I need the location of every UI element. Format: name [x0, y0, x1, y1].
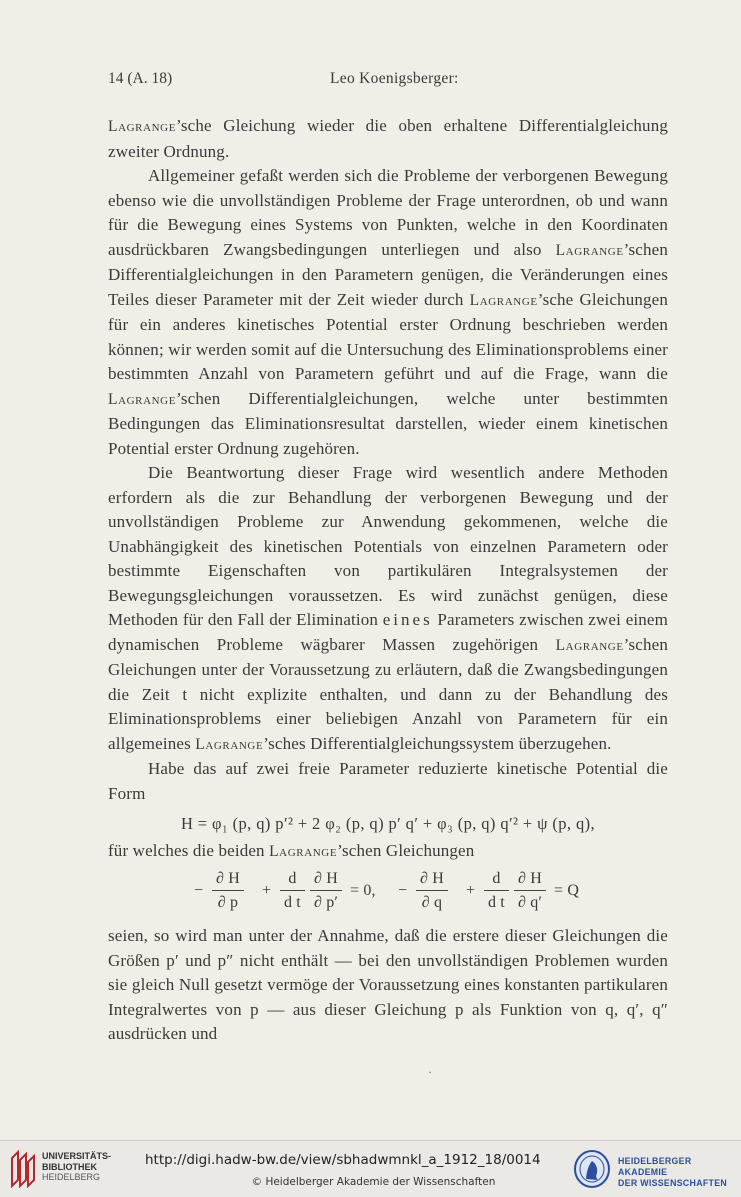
- numerator: ∂ H: [212, 868, 244, 891]
- academy-name-line: HEIDELBERGER AKADEMIE: [618, 1156, 692, 1177]
- paragraph-text: für welches die beiden: [108, 840, 270, 860]
- paragraph-text: ’schen Gleichungen: [337, 840, 475, 860]
- academy-seal-icon: [573, 1149, 611, 1189]
- numerator: d: [484, 868, 509, 891]
- paragraph-text: ’sches Differentialgleichungssystem überzugehen.: [263, 733, 612, 753]
- academy-name: [618, 1156, 741, 1189]
- paragraph-text: Habe das auf zwei freie Parameter reduzierte kinetische Potential die Form: [108, 759, 668, 803]
- name-lagrange: Lagrange: [555, 241, 624, 259]
- denominator: ∂ p′: [314, 894, 339, 911]
- numerator: d: [280, 868, 305, 891]
- paragraph-text: Parameters zwischen zwei einem dynamischen Probleme wägbarer Massen zugehörigen: [108, 610, 668, 654]
- numerator: ∂ H: [310, 868, 342, 891]
- permalink-url[interactable]: http://digi.hadw-bw.de/view/sbhadwmnkl_a_1912_18/0014: [145, 1152, 541, 1168]
- body-text: [108, 114, 668, 1047]
- fraction-dH-dp-prime: [310, 868, 342, 913]
- copyright-notice: © Heidelberger Akademie der Wissenschaften: [251, 1176, 496, 1188]
- paragraph-3: [108, 461, 668, 757]
- paragraph-text: ’schen Differentialgleichungen, welche unter bestimmten Bedingungen das Eliminationsresultat darstellen, wieder einem kinetischen Potential erster Ordnung zugehören.: [108, 388, 668, 458]
- paragraph-4: [108, 757, 668, 806]
- fraction-dH-dp: [212, 868, 244, 913]
- paragraph-2: [108, 164, 668, 461]
- denominator: d t: [488, 894, 505, 911]
- name-lagrange: Lagrange: [108, 118, 177, 135]
- library-name-line: UNIVERSITÄTS-: [42, 1151, 112, 1161]
- page-reference: 14 (A. 18): [108, 70, 173, 87]
- paragraph-6: [108, 924, 668, 1047]
- plus-sign: +: [466, 882, 476, 899]
- paragraph-1: [108, 114, 668, 164]
- paragraph-text: seien, so wird man unter der Annahme, daß die erstere dieser Gleichungen die Größen p′ und p″ nicht enthält — bei den unvollständigen Problemen wurden sie gleich Null gesetzt vermöge der Voraussetzung eines konstanten partikularen Integralwertes von p — aus dieser Gleichung p als Funktion von q, q′, q″ ausdrücken und: [108, 926, 668, 1043]
- paragraph-text: ’schen Differentialgleichungen in den Parametern genügen, die Veränderungen eines Teiles dieser Parameter mit der Zeit wieder durch: [108, 239, 668, 309]
- name-lagrange: Lagrange: [555, 636, 624, 654]
- spaced-emphasis: eines: [382, 610, 433, 629]
- fraction-d-dt: [280, 868, 305, 913]
- numerator: ∂ H: [416, 868, 448, 891]
- name-lagrange: Lagrange: [469, 291, 538, 309]
- name-lagrange: Lagrange: [108, 390, 177, 408]
- denominator: d t: [284, 894, 301, 911]
- equals-Q: = Q: [554, 882, 580, 899]
- equals-zero: = 0,: [350, 882, 376, 899]
- library-name-line: BIBLIOTHEK: [42, 1161, 97, 1172]
- denominator: ∂ q: [421, 894, 443, 911]
- paragraph-text: ’schen Gleichungen unter der Voraussetzung zu erläutern, daß die Zwangsbedingungen die Zeit t nicht explizite enthalten, und dann zu der Behandlung des Eliminationsproblems einer beliebigen Anzahl von Parametern für ein allgemeines: [108, 634, 668, 753]
- paragraph-text: ’sche Gleichung wieder die oben erhaltene Differentialgleichung zweiter Ordnung.: [108, 116, 668, 161]
- academy-name-line: DER WISSENSCHAFTEN: [618, 1178, 728, 1188]
- fraction-d-dt: [484, 868, 509, 913]
- equation-kinetic-potential: H = φ₁ (p, q) p′² + 2 φ₂ (p, q) p′ q′ + φ₃ (p, q) q′² + ψ (p, q),: [180, 814, 596, 833]
- fraction-dH-dq-prime: [514, 868, 546, 913]
- footer-bar: [0, 1140, 741, 1197]
- minus-sign: −: [194, 882, 204, 899]
- header-author: Leo Koenigsberger:: [330, 70, 459, 87]
- denominator: ∂ q′: [518, 894, 543, 911]
- equation-lagrange-pair: [108, 868, 668, 924]
- paragraph-text: Allgemeiner gefaßt werden sich die Probleme der verborgenen Bewegung ebenso wie die unvollständigen Probleme der Frage unterordnen, ob und wann für die Bewegung eines Systems von Punkten, welche in den Koordinaten ausdrückbaren Zwangsbedingungen unterliegen und also: [108, 166, 668, 259]
- paragraph-text: Die Beantwortung dieser Frage wird wesentlich andere Methoden erfordern als die zur Behandlung der verborgenen Bewegung und der unvollständigen Probleme zur Anwendung gekommenen, welche die Unabhängigkeit des kinetischen Potentials von einzelnen Parametern oder bestimmte Eigenschaften von partikulären Integralsystemen der Bewegungsgleichungen voraussetzen. Es wird zunächst genügen, diese Methoden für den Fall der Elimination: [108, 463, 668, 629]
- minus-sign: −: [398, 882, 408, 899]
- fraction-dH-dq: [416, 868, 448, 913]
- print-mark: ·: [428, 1065, 432, 1079]
- name-lagrange: Lagrange: [195, 735, 264, 753]
- name-lagrange: Lagrange: [269, 842, 338, 860]
- running-header: [108, 70, 667, 90]
- paragraph-5: [108, 839, 668, 865]
- numerator: ∂ H: [514, 868, 546, 891]
- plus-sign: +: [262, 882, 272, 899]
- library-name-line: HEIDELBERG: [42, 1172, 101, 1182]
- denominator: ∂ p: [217, 894, 239, 911]
- paragraph-text: ’sche Gleichungen für ein anderes kinetisches Potential erster Ordnung beschrieben werden können; wir werden somit auf die Untersuchung des Eliminationsproblems einer bestimmten Anzahl von Parametern geführt und auf die Frage, wann die: [108, 289, 668, 383]
